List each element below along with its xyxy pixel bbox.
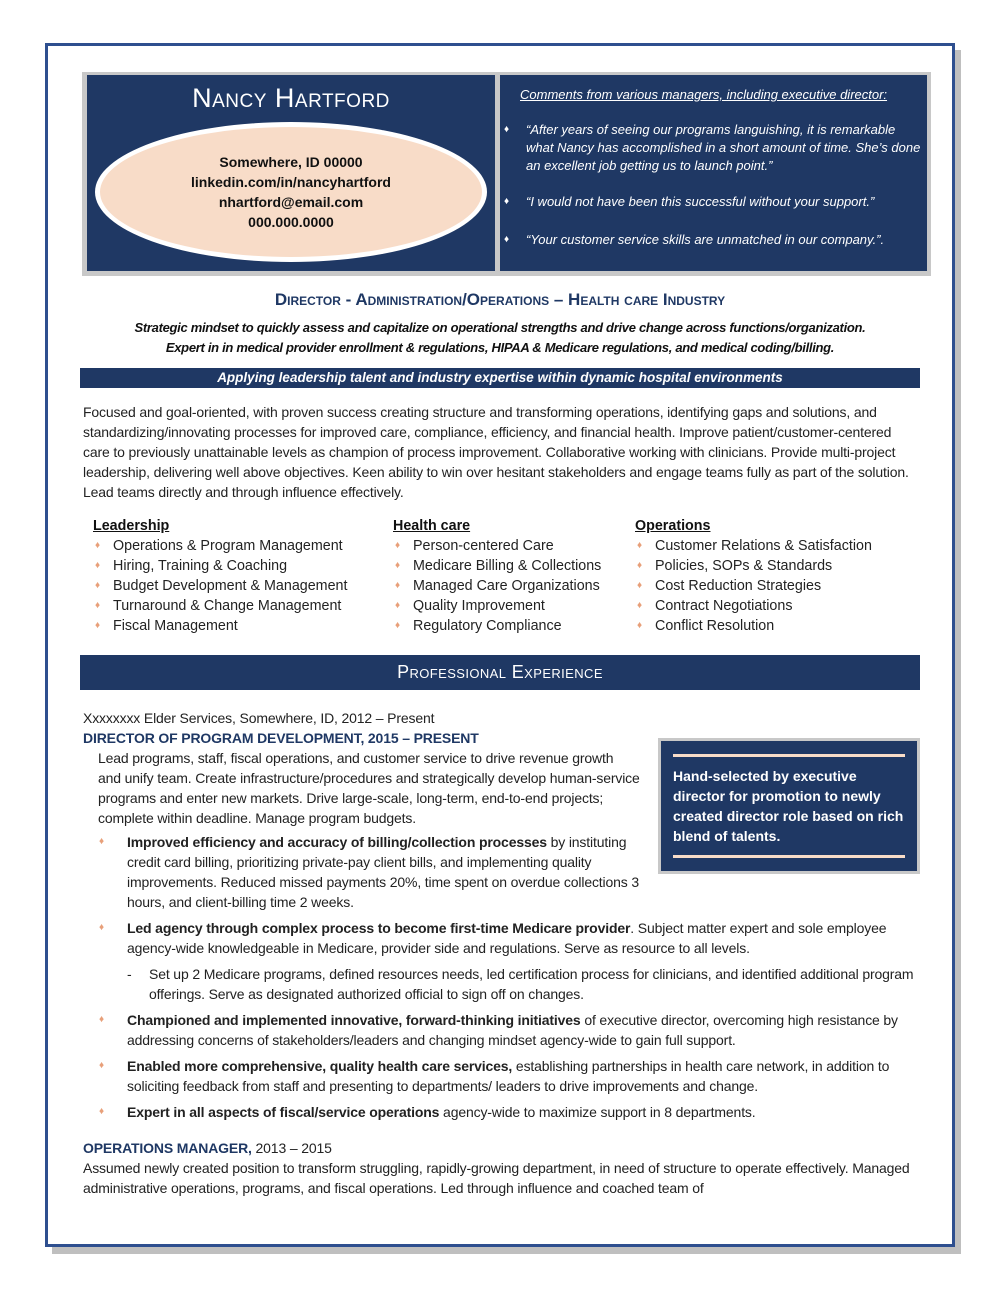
candidate-name: Nancy Hartford bbox=[192, 83, 390, 113]
skill-item: ♦ Person-centered Care bbox=[393, 536, 601, 556]
skills-heading: Operations bbox=[635, 518, 711, 534]
bullet-lead: Expert in all aspects of fiscal/service operations bbox=[127, 1104, 440, 1120]
header-comments-panel bbox=[500, 75, 927, 271]
job-description: Lead programs, staff, fiscal operations, and customer service to drive revenue growth and unify team. Create infrastructure/procedures and strategically develop human-service programs and enter new markets. Drive large-scale, long-term, end-to-end projects; complete within deadline. Manage program budgets. bbox=[98, 750, 640, 826]
quote-item bbox=[504, 193, 922, 211]
skill-item: ♦ Turnaround & Change Management bbox=[93, 596, 347, 616]
quote-item bbox=[504, 231, 922, 249]
skills-heading: Health care bbox=[393, 518, 471, 534]
diamond-bullet-icon: ♦ bbox=[99, 1106, 104, 1117]
experience-section bbox=[83, 708, 920, 1198]
diamond-bullet-icon: ♦ bbox=[99, 1060, 104, 1071]
quote-text: “Your customer service skills are unmatched in our company.”. bbox=[526, 232, 885, 247]
bullet-text: establishing partnerships in health care network, in addition to soliciting feedback from staff and presenting to departments/ leaders to drive improvements and change. bbox=[127, 1058, 890, 1094]
bullet-lead: Led agency through complex process to become first-time Medicare provider bbox=[127, 920, 631, 936]
skill-item: ♦ Budget Development & Management bbox=[93, 576, 347, 596]
job-dates: 2013 – 2015 bbox=[251, 1140, 332, 1156]
achievement-bullet bbox=[83, 832, 920, 912]
diamond-bullet-icon: ♦ bbox=[99, 922, 104, 933]
skill-item: ♦ Hiring, Training & Coaching bbox=[93, 556, 347, 576]
skill-item: ♦ Fiscal Management bbox=[93, 616, 347, 636]
callout-text: Hand-selected by executive director for promotion to newly created director role based on rich blend of talents. bbox=[673, 768, 904, 844]
achievement-bullet bbox=[83, 1102, 920, 1122]
bullet-text: of executive director, overcoming high resistance by addressing concerns of stakeholders/leaders and changing mindset agency-wide to gain full support. bbox=[127, 1012, 898, 1048]
skill-item: ♦ Cost Reduction Strategies bbox=[635, 576, 872, 596]
bullet-lead: Enabled more comprehensive, quality health care services, bbox=[127, 1058, 513, 1074]
tagline-line: Expert in in medical provider enrollment & regulations, HIPAA & Medicare regulations, and medical coding/billing. bbox=[165, 340, 835, 355]
contact-location: Somewhere, ID 00000 bbox=[219, 154, 363, 170]
diamond-bullet-icon: ♦ bbox=[504, 124, 510, 135]
diamond-bullet-icon: ♦ bbox=[99, 836, 104, 847]
header-contact-panel bbox=[87, 75, 495, 271]
skill-item: ♦ Quality Improvement bbox=[393, 596, 601, 616]
bullet-text: by instituting credit card billing, prioritizing private-pay client bills, and implementing quality improvements. Reduced missed payments 20%, time spent on overdue collections 3 hours, and client-billing time 2 weeks. bbox=[127, 834, 640, 910]
achievement-bullet bbox=[83, 1056, 920, 1096]
bullet-text: . Subject matter expert and sole employee agency-wide knowledgeable in Medicare, provider side and regulations. Serve as resource to all levels. bbox=[127, 920, 887, 956]
skill-item: ♦ Policies, SOPs & Standards bbox=[635, 556, 872, 576]
job2-heading bbox=[83, 1138, 920, 1158]
job-title: OPERATIONS MANAGER, bbox=[83, 1140, 252, 1156]
contact-email: nhartford@email.com bbox=[218, 194, 364, 210]
employer-line: Xxxxxxxx Elder Services, Somewhere, ID, 2012 – Present bbox=[83, 710, 435, 726]
job-title: DIRECTOR OF PROGRAM DEVELOPMENT, 2015 – PRESENT bbox=[83, 730, 479, 746]
skill-item: ♦ Managed Care Organizations bbox=[393, 576, 601, 596]
achievement-bullet bbox=[83, 1010, 920, 1050]
contact-linkedin: linkedin.com/in/nancyhartford bbox=[191, 174, 391, 190]
contact-phone: 000.000.0000 bbox=[248, 214, 334, 230]
skill-item: ♦ Contract Negotiations bbox=[635, 596, 872, 616]
sub-bullet-text: Set up 2 Medicare programs, defined resources needs, led certification process for clinicians, and identified additional program offerings. Serve as designated authorized official to sign off on changes. bbox=[149, 966, 914, 1002]
skill-item: ♦ Medicare Billing & Collections bbox=[393, 556, 601, 576]
job-description: Assumed newly created position to transform struggling, rapidly-growing department, in need of structure to operate effectively. Managed administrative operations, programs, and fiscal operations. Led through influence and coached team of bbox=[83, 1160, 910, 1196]
bullet-lead: Championed and implemented innovative, forward-thinking initiatives bbox=[127, 1012, 581, 1028]
diamond-bullet-icon: ♦ bbox=[504, 234, 510, 245]
skills-column-operations bbox=[635, 516, 872, 636]
bullet-text: agency-wide to maximize support in 8 departments. bbox=[439, 1104, 756, 1120]
achievement-bullet bbox=[83, 918, 920, 958]
experience-banner: Professional Experience bbox=[80, 655, 920, 690]
diamond-bullet-icon: ♦ bbox=[99, 1014, 104, 1025]
headline-title: Director - Administration/Operations – Health care Industry bbox=[274, 290, 726, 309]
tagline bbox=[50, 318, 950, 358]
diamond-bullet-icon: ♦ bbox=[504, 196, 510, 207]
skills-column-health-care bbox=[393, 516, 601, 636]
skills-column-leadership bbox=[93, 516, 347, 636]
skill-item: ♦ Conflict Resolution bbox=[635, 616, 872, 636]
skill-item: ♦ Regulatory Compliance bbox=[393, 616, 601, 636]
comments-heading: Comments from various managers, including executive director: bbox=[520, 87, 888, 102]
skills-heading: Leadership bbox=[93, 518, 170, 534]
callout-rule bbox=[673, 754, 905, 757]
summary-paragraph: Focused and goal-oriented, with proven success creating structure and transforming operations, identifying gaps and solutions, and standardizing/innovating processes for improved care, compliance, efficiency, and financial health. Improve patient/customer-centered care to previously unattainable levels as champion of process improvement. Collaborative working with clinicians. Provide multi-project leadership, delivering well above objectives. Keen ability to win over hesitant stakeholders and engage teams fully as part of the solution. Lead teams directly and through influence effectively. bbox=[83, 404, 909, 500]
dash-bullet-icon: - bbox=[127, 966, 132, 982]
quote-item bbox=[504, 121, 922, 175]
skill-item: ♦ Customer Relations & Satisfaction bbox=[635, 536, 872, 556]
quote-text: “After years of seeing our programs languishing, it is remarkable what Nancy has accomplished in a short amount of time. She’s done an excellent job getting us to launch point.” bbox=[526, 122, 921, 173]
bullet-lead: Improved efficiency and accuracy of billing/collection processes bbox=[127, 834, 547, 850]
tagline-line: Strategic mindset to quickly assess and capitalize on operational strengths and drive change across functions/organization. bbox=[134, 320, 866, 335]
contact-oval bbox=[95, 122, 487, 262]
branding-band: Applying leadership talent and industry expertise within dynamic hospital environments bbox=[80, 368, 920, 388]
sub-bullet bbox=[83, 964, 920, 1004]
quote-text: “I would not have been this successful without your support.” bbox=[526, 194, 875, 209]
skill-item: ♦ Operations & Program Management bbox=[93, 536, 347, 556]
